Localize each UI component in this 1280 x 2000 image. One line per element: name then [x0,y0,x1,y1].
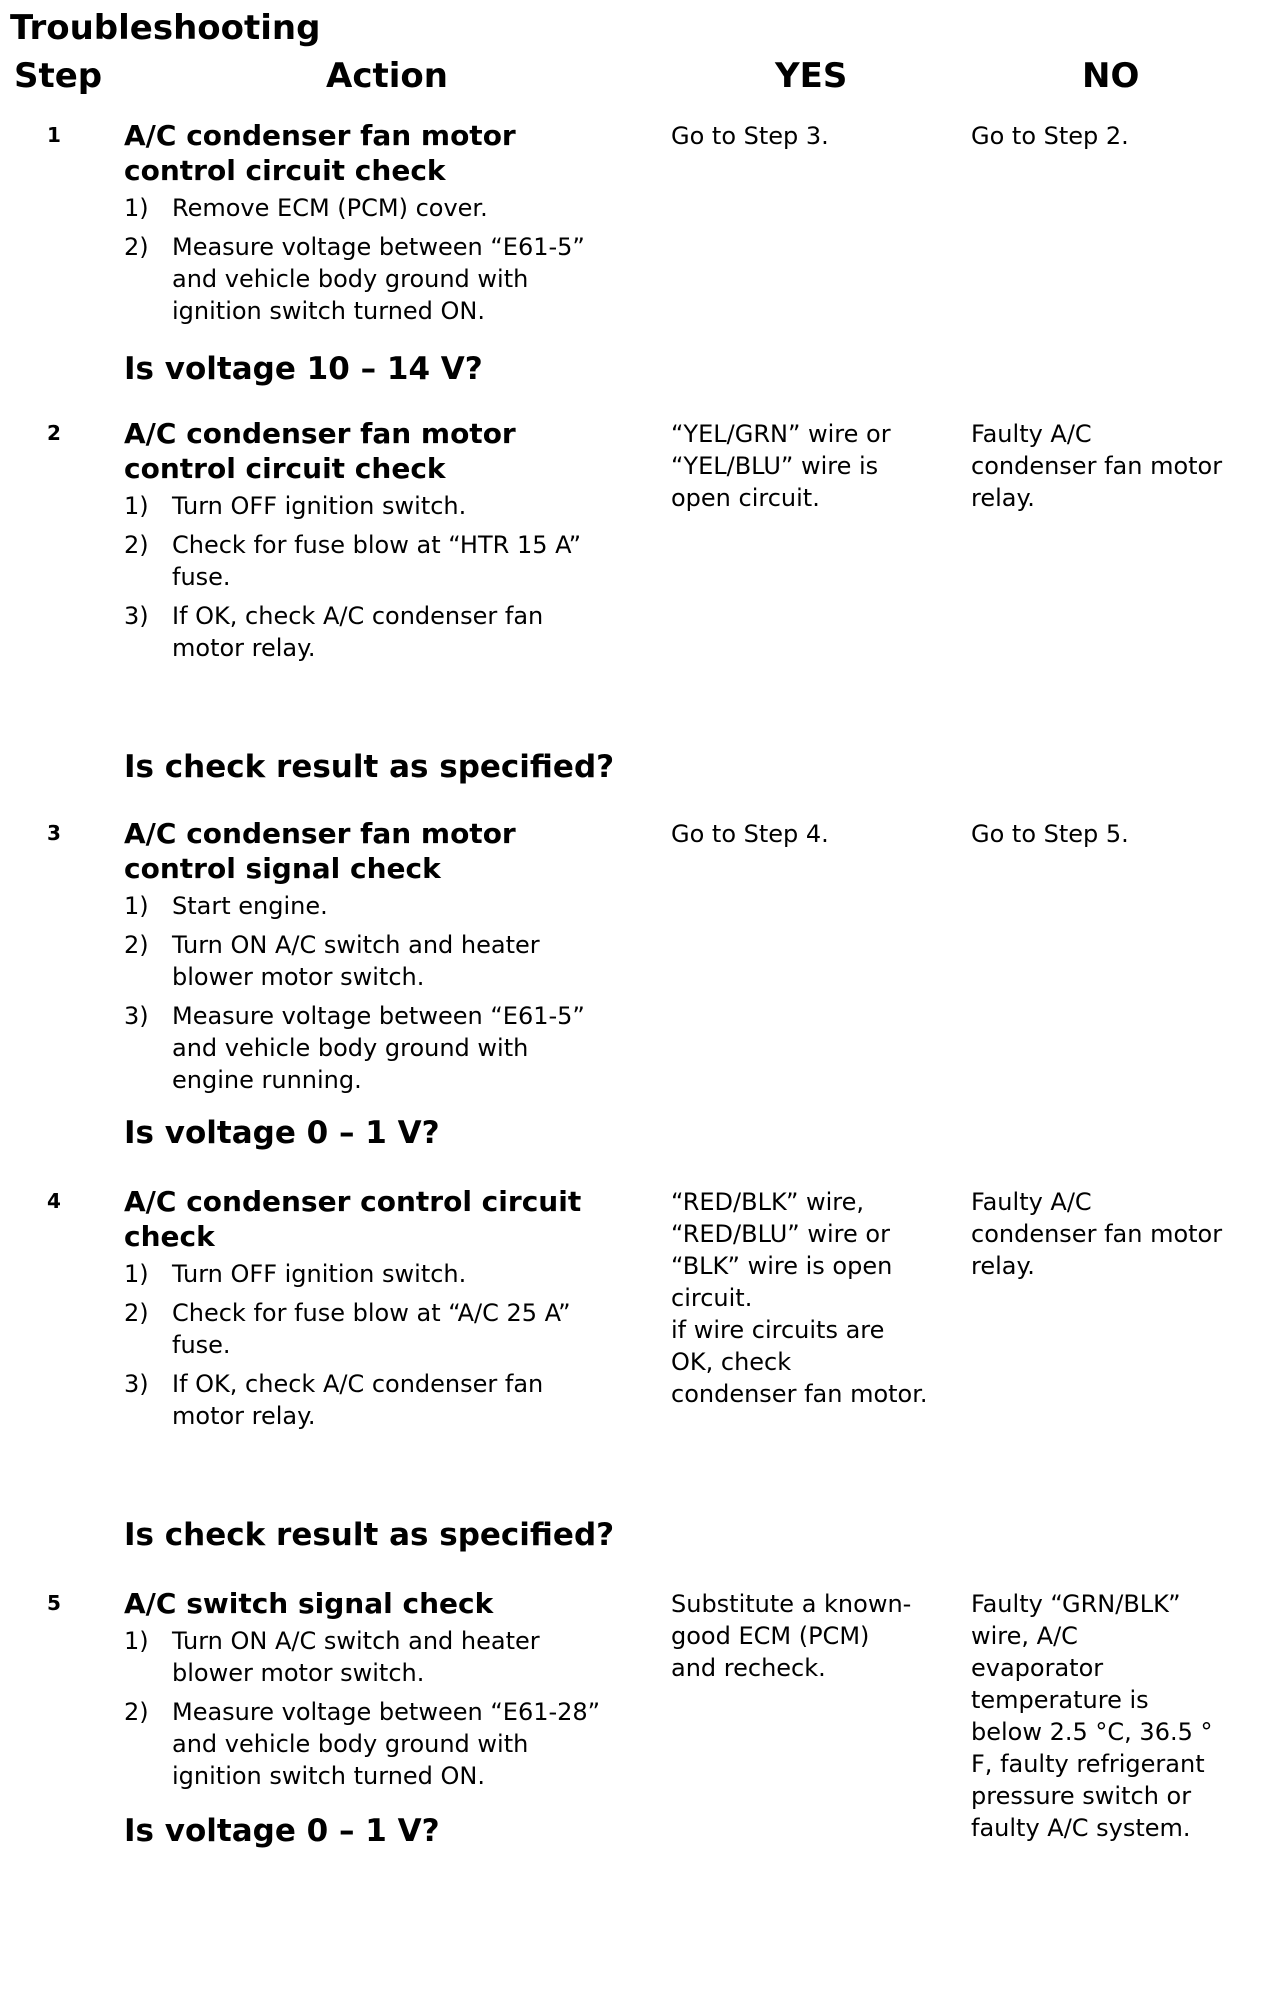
yes-result [671,818,961,850]
action-step-number: 1) [124,492,149,520]
action-title [124,1586,654,1621]
action-step-number: 2) [124,1698,149,1726]
action-title-line: check [124,1220,215,1253]
step-number: 4 [47,1189,61,1213]
yes-result-line: “YEL/GRN” wire or [671,420,891,448]
action-step [124,600,654,664]
action-step-list [124,890,654,1096]
no-result-line: below 2.5 °C, 36.5 ° [971,1718,1213,1746]
action-title-line: A/C condenser fan motor [124,417,516,450]
action-step [124,231,654,327]
check-question: Is voltage 10 – 14 V? [124,351,483,387]
no-result-line: condenser fan motor [971,1220,1223,1248]
action-step-text: and vehicle body ground with [172,1730,529,1758]
action-step-text: Remove ECM (PCM) cover. [172,194,488,222]
action-step-text: Measure voltage between “E61-5” [172,233,585,261]
action-step [124,890,654,922]
action-step-text: fuse. [172,563,231,591]
action-step-number: 1) [124,194,149,222]
action-title-line: A/C condenser fan motor [124,119,516,152]
step-number: 1 [47,123,61,147]
yes-result-line: condenser fan motor. [671,1380,928,1408]
action-step-number: 1) [124,1627,149,1655]
action-step-text: If OK, check A/C condenser fan [172,602,544,630]
action-step [124,1696,654,1792]
action-step-text: If OK, check A/C condenser fan [172,1370,544,1398]
document-title: Troubleshooting [10,8,321,48]
action-step-text: Start engine. [172,892,328,920]
yes-result-line: Go to Step 4. [671,820,829,848]
yes-result-line: good ECM (PCM) [671,1622,870,1650]
check-question: Is check result as specified? [124,1517,615,1553]
action-step-text: Check for fuse blow at “HTR 15 A” [172,531,581,559]
yes-result [671,1588,961,1684]
action-step-number: 3) [124,602,149,630]
column-header-yes: YES [775,56,848,96]
action-title-line: A/C condenser control circuit [124,1185,582,1218]
yes-result [671,1186,961,1410]
action-cell [124,416,654,671]
no-result-line: relay. [971,484,1035,512]
no-result-line: Go to Step 2. [971,122,1129,150]
action-cell [124,816,654,1103]
action-title [124,118,654,188]
no-result-line: Faulty A/C [971,1188,1092,1216]
action-title [124,1184,654,1254]
action-cell [124,118,654,334]
step-number: 2 [47,421,61,445]
action-step-text: ignition switch turned ON. [172,1762,486,1790]
yes-result [671,120,961,152]
no-result-line: F, faulty refrigerant [971,1750,1205,1778]
no-result-line: evaporator [971,1654,1104,1682]
action-step-text: Turn OFF ignition switch. [172,492,467,520]
no-result-line: temperature is [971,1686,1149,1714]
yes-result-line: and recheck. [671,1654,826,1682]
yes-result [671,418,961,514]
check-question: Is voltage 0 – 1 V? [124,1813,440,1849]
action-step [124,490,654,522]
no-result-line: faulty A/C system. [971,1814,1191,1842]
action-step-text: engine running. [172,1066,362,1094]
action-step-number: 2) [124,233,149,261]
action-step-text: ignition switch turned ON. [172,297,486,325]
action-title-line: control circuit check [124,452,446,485]
action-title-line: control circuit check [124,154,446,187]
action-cell [124,1184,654,1439]
action-step-text: motor relay. [172,1402,316,1430]
action-step-list [124,1625,654,1792]
no-result [971,818,1251,850]
yes-result-line: OK, check [671,1348,792,1376]
action-step-number: 2) [124,931,149,959]
action-step-text: and vehicle body ground with [172,1034,529,1062]
action-step [124,529,654,593]
step-number: 5 [47,1591,61,1615]
action-title [124,816,654,886]
no-result-line: wire, A/C [971,1622,1078,1650]
step-number: 3 [47,821,61,845]
check-question: Is check result as specified? [124,749,615,785]
action-step-text: fuse. [172,1331,231,1359]
action-step-number: 3) [124,1370,149,1398]
action-step-text: Measure voltage between “E61-5” [172,1002,585,1030]
action-step-text: Turn ON A/C switch and heater [172,1627,540,1655]
action-step-text: motor relay. [172,634,316,662]
no-result [971,418,1251,514]
yes-result-line: “BLK” wire is open [671,1252,893,1280]
no-result-line: Faulty A/C [971,420,1092,448]
column-header-action: Action [326,56,448,96]
action-title [124,416,654,486]
action-step-text: blower motor switch. [172,963,425,991]
yes-result-line: circuit. [671,1284,753,1312]
action-step-number: 1) [124,892,149,920]
no-result-line: Go to Step 5. [971,820,1129,848]
action-title-line: control signal check [124,852,441,885]
action-title-line: A/C switch signal check [124,1587,494,1620]
action-step-text: blower motor switch. [172,1659,425,1687]
action-step [124,1625,654,1689]
action-step-number: 2) [124,531,149,559]
column-header-no: NO [1082,56,1140,96]
action-step-list [124,490,654,664]
action-step-text: and vehicle body ground with [172,265,529,293]
action-step [124,1000,654,1096]
action-step [124,1297,654,1361]
action-step-list [124,192,654,327]
no-result-line: pressure switch or [971,1782,1192,1810]
action-step [124,1368,654,1432]
yes-result-line: “YEL/BLU” wire is [671,452,879,480]
check-question: Is voltage 0 – 1 V? [124,1115,440,1151]
action-title-line: A/C condenser fan motor [124,817,516,850]
yes-result-line: open circuit. [671,484,820,512]
yes-result-line: “RED/BLU” wire or [671,1220,890,1248]
action-step-text: Turn ON A/C switch and heater [172,931,540,959]
column-header-step: Step [14,56,103,96]
yes-result-line: “RED/BLK” wire, [671,1188,865,1216]
action-step-list [124,1258,654,1432]
yes-result-line: if wire circuits are [671,1316,885,1344]
action-step-number: 3) [124,1002,149,1030]
action-step-text: Check for fuse blow at “A/C 25 A” [172,1299,571,1327]
action-step-text: Measure voltage between “E61-28” [172,1698,601,1726]
no-result-line: Faulty “GRN/BLK” [971,1590,1181,1618]
action-step [124,1258,654,1290]
yes-result-line: Substitute a known- [671,1590,912,1618]
action-step-text: Turn OFF ignition switch. [172,1260,467,1288]
action-step-number: 2) [124,1299,149,1327]
no-result [971,120,1251,152]
no-result [971,1186,1251,1282]
action-step [124,929,654,993]
no-result [971,1588,1251,1844]
yes-result-line: Go to Step 3. [671,122,829,150]
no-result-line: relay. [971,1252,1035,1280]
action-step-number: 1) [124,1260,149,1288]
action-cell [124,1586,654,1799]
action-step [124,192,654,224]
no-result-line: condenser fan motor [971,452,1223,480]
